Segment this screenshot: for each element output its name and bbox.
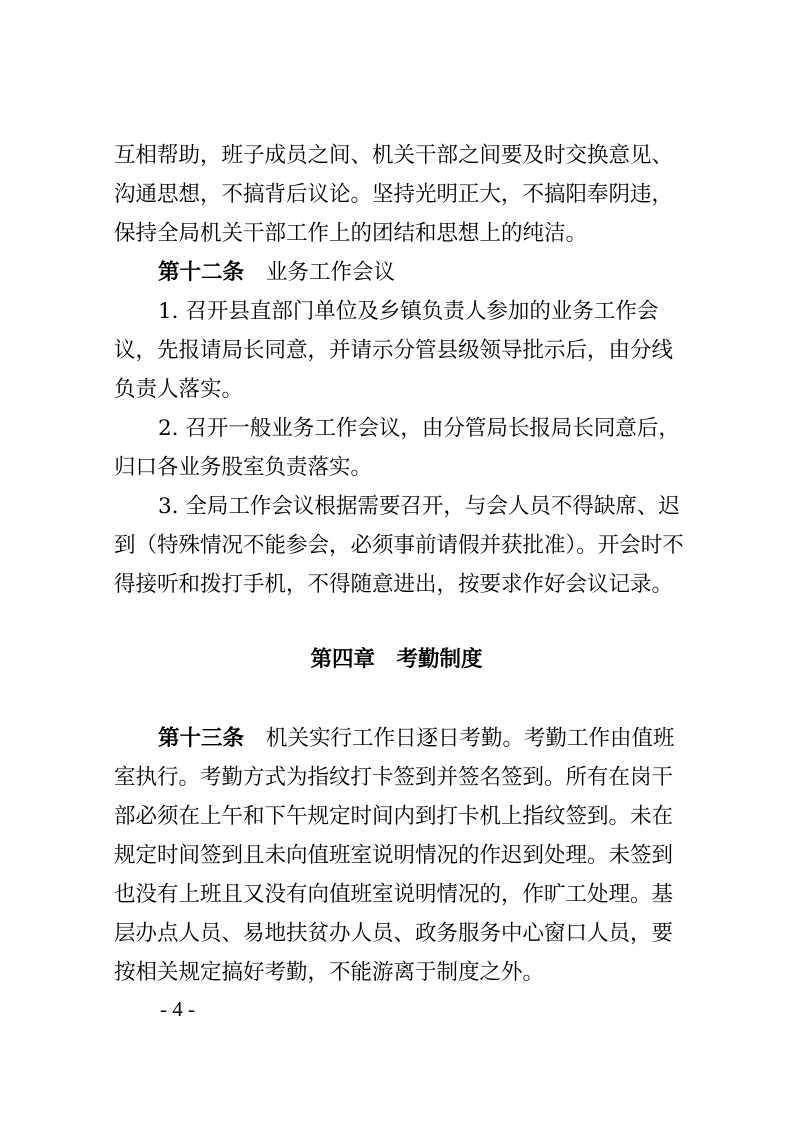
article-12-heading — [114, 253, 690, 292]
article-12-item-2: 2. 召开一般业务工作会议，由分管局长报局长同意后，归口各业务股室负责落实。 — [114, 416, 680, 480]
article-12-item-3: 3. 全局工作会议根据需要召开，与会人员不得缺席、迟到（特殊情况不能参会，必须事前请假并获批准）。开会时不得接听和拨打手机，不得随意进出，按要求作好会议记录。 — [114, 494, 684, 597]
article-12-label: 第十二条 — [158, 260, 245, 285]
article-12-item-1: 1. 召开县直部门单位及乡镇负责人参加的业务工作会议，先报请局长同意，并请示分管县级领导批示后，由分线负责人落实。 — [114, 299, 674, 402]
page-number: - 4 - — [160, 997, 195, 1021]
article-13-paragraph — [114, 719, 690, 992]
chapter-4-heading: 第四章 考勤制度 — [310, 647, 483, 672]
paragraph-continuation: 互相帮助，班子成员之间、机关干部之间要及时交换意见、沟通思想，不搞背后议论。坚持光明正大，不搞阳奉阴违，保持全局机关干部工作上的团结和思想上的纯洁。 — [114, 143, 674, 246]
article-13-label: 第十三条 — [158, 726, 245, 751]
article-12-title: 业务工作会议 — [266, 260, 396, 285]
article-13-body: 机关实行工作日逐日考勤。考勤工作由值班室执行。考勤方式为指纹打卡签到并签名签到。所有在岗干部必须在上午和下午规定时间内到打卡机上指纹签到。未在规定时间签到且未向值班室说明情况的作迟到处理。未签到也没有上班且又没有向值班室说明情况的，作旷工处理。基层办点人员、易地扶贫办人员、政务服务中心窗口人员，要按相关规定搞好考勤，不能游离于制度之外。 — [114, 726, 675, 985]
